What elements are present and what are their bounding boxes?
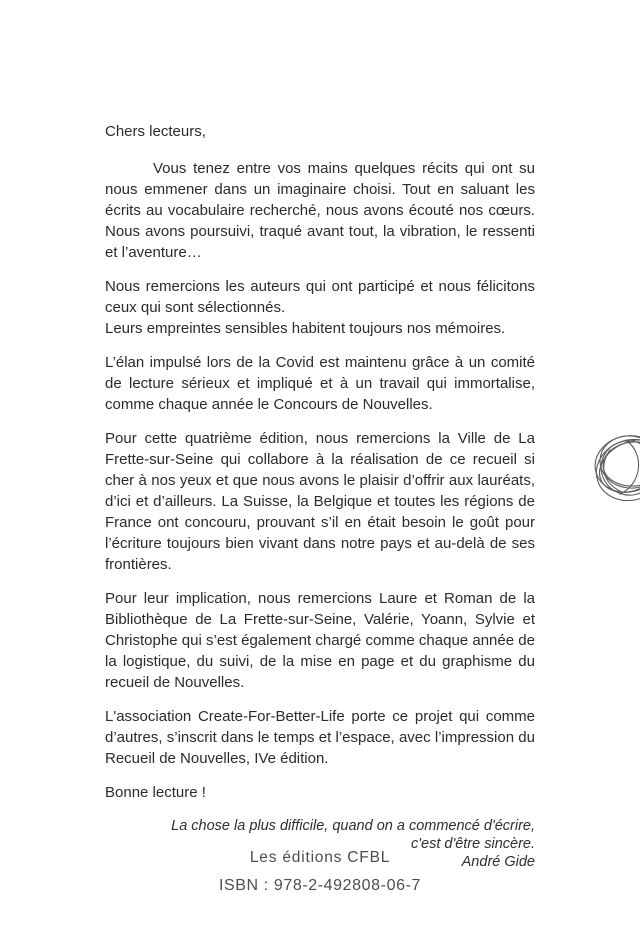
quote-line1: La chose la plus difficile, quand on a commencé d'écrire, xyxy=(171,818,535,834)
scribble-ellipses-icon xyxy=(590,412,640,527)
paragraph-association: L'association Create-For-Better-Life porte ce projet qui comme d’autres, s’inscrit dans le temps et l’espace, avec l’impression du Recueil de Nouvelles, IVe édition. xyxy=(105,708,535,767)
paragraph-implication: Pour leur implication, nous remercions Laure et Roman de la Bibliothèque de La Frette-sur-Seine, Valérie, Yoann, Sylvie et Christophe qui s’est également chargé comme chaque année de la logistique, du suivi, de la mise en page et du graphisme du recueil de Nouvelles. xyxy=(105,590,535,691)
paragraph-thanks-authors xyxy=(105,276,535,339)
page-footer xyxy=(0,849,640,895)
publisher-name: Les éditions CFBL xyxy=(249,849,391,866)
paragraph-fourth-edition: Pour cette quatrième édition, nous remercions la Ville de La Frette-sur-Seine qui collabore à la réalisation de ce recueil si cher à nos yeux et que nous avons le plaisir d’offrir aux lauréats, d’ici et d’ailleurs. La Suisse, la Belgique et toutes les régions de France ont concouru, prouvant s’il en était besoin le goût pour l’écriture toujours bien vivant dans notre pays et au-delà de ses frontières. xyxy=(105,430,535,573)
quote-attribution: André Gide xyxy=(461,854,535,870)
isbn-number: ISBN : 978-2-492808-06-7 xyxy=(218,877,422,894)
closing-line: Bonne lecture ! xyxy=(105,784,206,801)
paragraph-thanks-authors-line1: Nous remercions les auteurs qui ont participé et nous félicitons ceux qui sont sélectionnés. xyxy=(105,278,535,316)
paragraph-intro: Vous tenez entre vos mains quelques récits qui ont su nous emmener dans un imaginaire choisi. Tout en saluant les écrits au vocabulaire recherché, nous avons écouté nos cœurs. Nous avons poursuivi, traqué avant tout, la vibration, le ressenti et l’aventure… xyxy=(105,160,535,261)
paragraph-thanks-authors-line2: Leurs empreintes sensibles habitent toujours nos mémoires. xyxy=(105,320,506,337)
paragraph-elan-covid: L’élan impulsé lors de la Covid est maintenu grâce à un comité de lecture sérieux et impliqué et à un travail qui immortalise, comme chaque année le Concours de Nouvelles. xyxy=(105,354,535,413)
page-body-text xyxy=(105,121,535,871)
quote-line2: c'est d'être sincère. xyxy=(410,836,535,852)
salutation: Chers lecteurs, xyxy=(105,123,206,140)
